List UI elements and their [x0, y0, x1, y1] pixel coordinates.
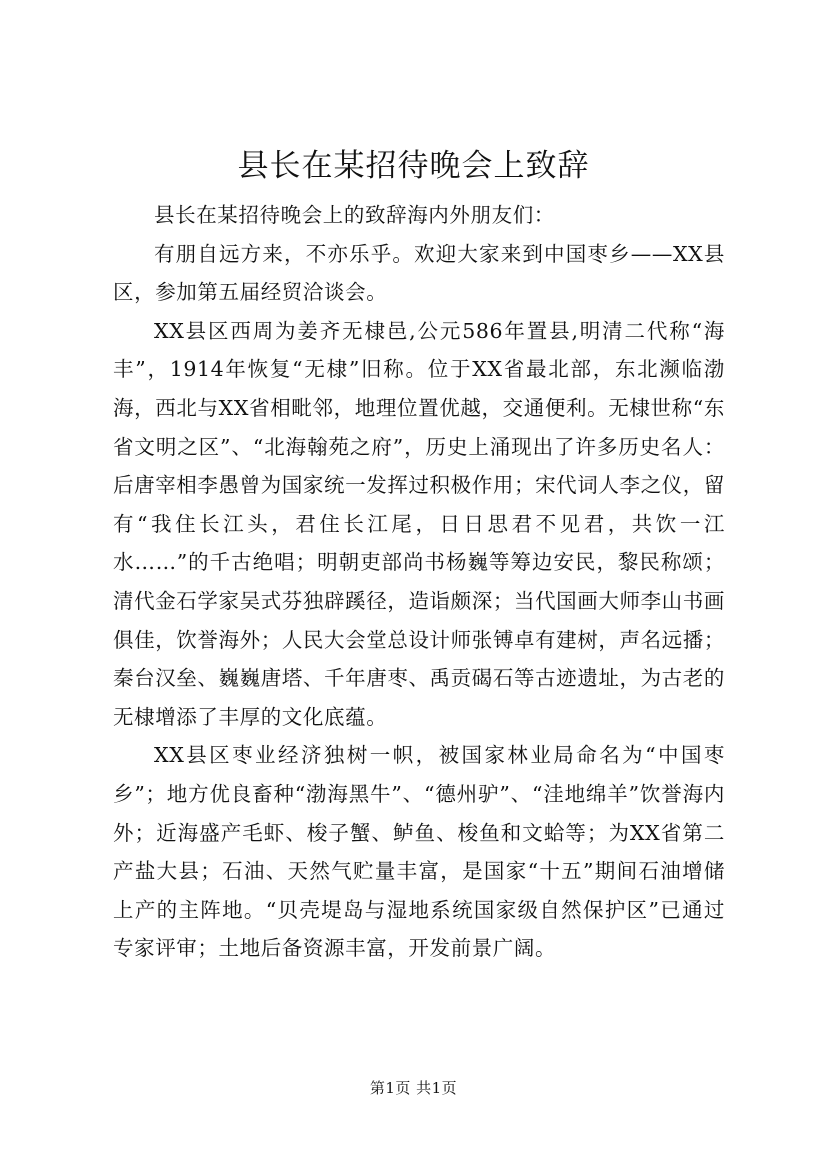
paragraph-welcome: 有朋自远方来，不亦乐乎。欢迎大家来到中国枣乡——XX县区，参加第五届经贸洽谈会。 [113, 241, 725, 305]
paragraph-greeting: 县长在某招待晚会上的致辞海内外朋友们： [154, 203, 555, 227]
page-number-footer: 第1页 共1页 [369, 1079, 458, 1097]
paragraph-economy: XX县区枣业经济独树一帜，被国家林业局命名为“中国枣乡”；地方优良畜种“渤海黑牛”、“德州驴”、“洼地绵羊”饮誉海内外；近海盛产毛虾、梭子蟹、鲈鱼、梭鱼和文蛤等；为XX省第二产盐大县；石油、天然气贮量丰富，是国家“十五”期间石油增储上产的主阵地。“贝壳堤岛与湿地系统国家级自然保护区”已通过专家评审；土地后备资源丰富，开发前景广阔。 [113, 743, 725, 961]
document-body [113, 196, 725, 968]
paragraph-history: XX县区西周为姜齐无棣邑,公元586年置县,明清二代称“海丰”，1914年恢复“无棣”旧称。位于XX省最北部，东北濒临渤海，西北与XX省相毗邻，地理位置优越，交通便利。无棣世称“东省文明之区”、“北海翰苑之府”，历史上涌现出了许多历史名人：后唐宰相李愚曾为国家统一发挥过积极作用；宋代词人李之仪，留有“我住长江头，君住长江尾，日日思君不见君，共饮一江水……”的千古绝唱；明朝吏部尚书杨巍等筹边安民，黎民称颂；清代金石学家吴式芬独辟蹊径，造诣颇深；当代国画大师李山书画俱佳，饮誉海外；人民大会堂总设计师张镈卓有建树，声名远播；秦台汉垒、巍巍唐塔、千年唐枣、禹贡碣石等古迹遗址，为古老的无棣增添了丰厚的文化底蕴。 [113, 318, 725, 729]
document-title: 县长在某招待晚会上致辞 [237, 148, 590, 184]
